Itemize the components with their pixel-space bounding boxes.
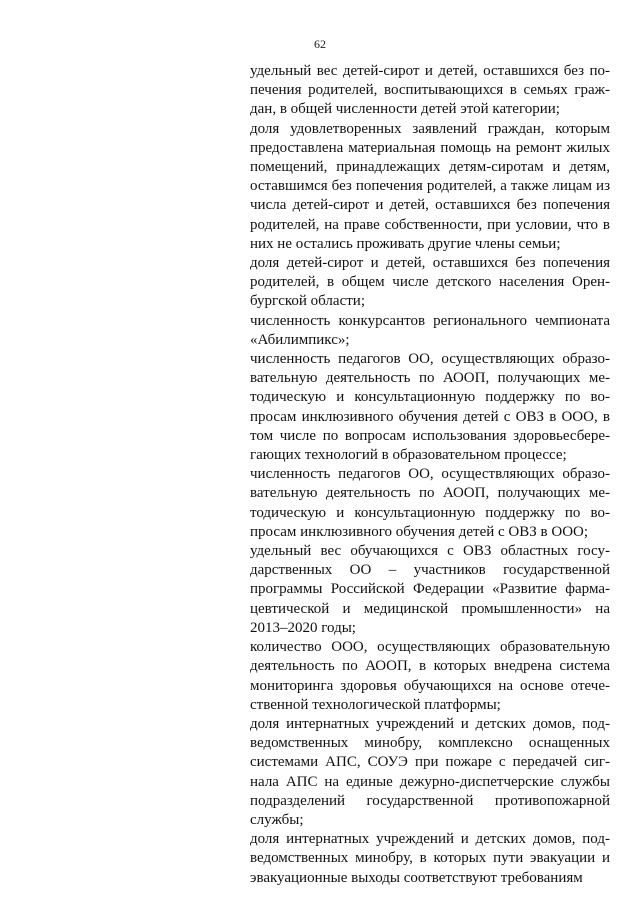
paragraph-housing-repair-aid: доля удовлетворенных заявлений граждан, которым предоставлена материальная помощь на ремонт жилых помещений, принадлежащих детям-сиротам и детям, оставшимся без попечения родителей, а также лицам из числа детей-сирот и детей, оставшихся без попечения родителей, на праве собственности, при условии, что в них не остались проживать другие члены семьи; xyxy=(250,120,610,252)
paragraph-fire-alarm-equipped: доля интернатных учреждений и детских домов, подведомственных минобру, комплексно оснащенных системами АПС, СОУЭ при пожаре с передачей сигнала АПС на единые дежурно-диспетчерские службы подразделений государственной противопожарной службы; xyxy=(250,715,610,828)
paragraph-orphan-family-share: удельный вес детей-сирот и детей, оставшихся без попечения родителей, воспитывающихся в семьях граждан, в общей численности детей этой категории; xyxy=(250,63,610,118)
paragraph-evacuation-compliance: доля интернатных учреждений и детских домов, подведомственных минобру, в которых пути эвакуации и эвакуационные выходы соответствуют требованиям xyxy=(250,831,610,886)
paragraph-teachers-inclusive-support: численность педагогов ОО, осуществляющих образовательную деятельность по АООП, получающих методическую и консультационную поддержку по вопросам инклюзивного обучения детей с ОВЗ в ООО; xyxy=(250,466,610,540)
page-number: 62 xyxy=(314,37,326,51)
paragraph-teachers-health-tech: численность педагогов ОО, осуществляющих образовательную деятельность по АООП, получающих методическую и консультационную поддержку по вопросам инклюзивного обучения детей с ОВЗ в ООО, в том числе по вопросам использования здоровьесберегающих технологий в образовательном процессе; xyxy=(250,351,610,464)
paragraph-health-monitoring-schools: количество ООО, осуществляющих образовательную деятельность по АООП, в которых внедрена система мониторинга здоровья обучающихся на основе отечественной технологической платформы; xyxy=(250,639,610,713)
paragraph-orphan-population-share: доля детей-сирот и детей, оставшихся без попечения родителей, в общем числе детского населения Оренбургской области; xyxy=(250,255,610,310)
paragraph-abilympics-contestants: численность конкурсантов регионального чемпионата «Абилимпикс»; xyxy=(250,312,610,348)
document-body xyxy=(250,62,610,888)
paragraph-pharma-program-share: удельный вес обучающихся с ОВЗ областных государственных ОО – участников государственной программы Российской Федерации «Развитие фармацевтической и медицинской промышленности» на 2013–2020 годы; xyxy=(250,543,610,636)
